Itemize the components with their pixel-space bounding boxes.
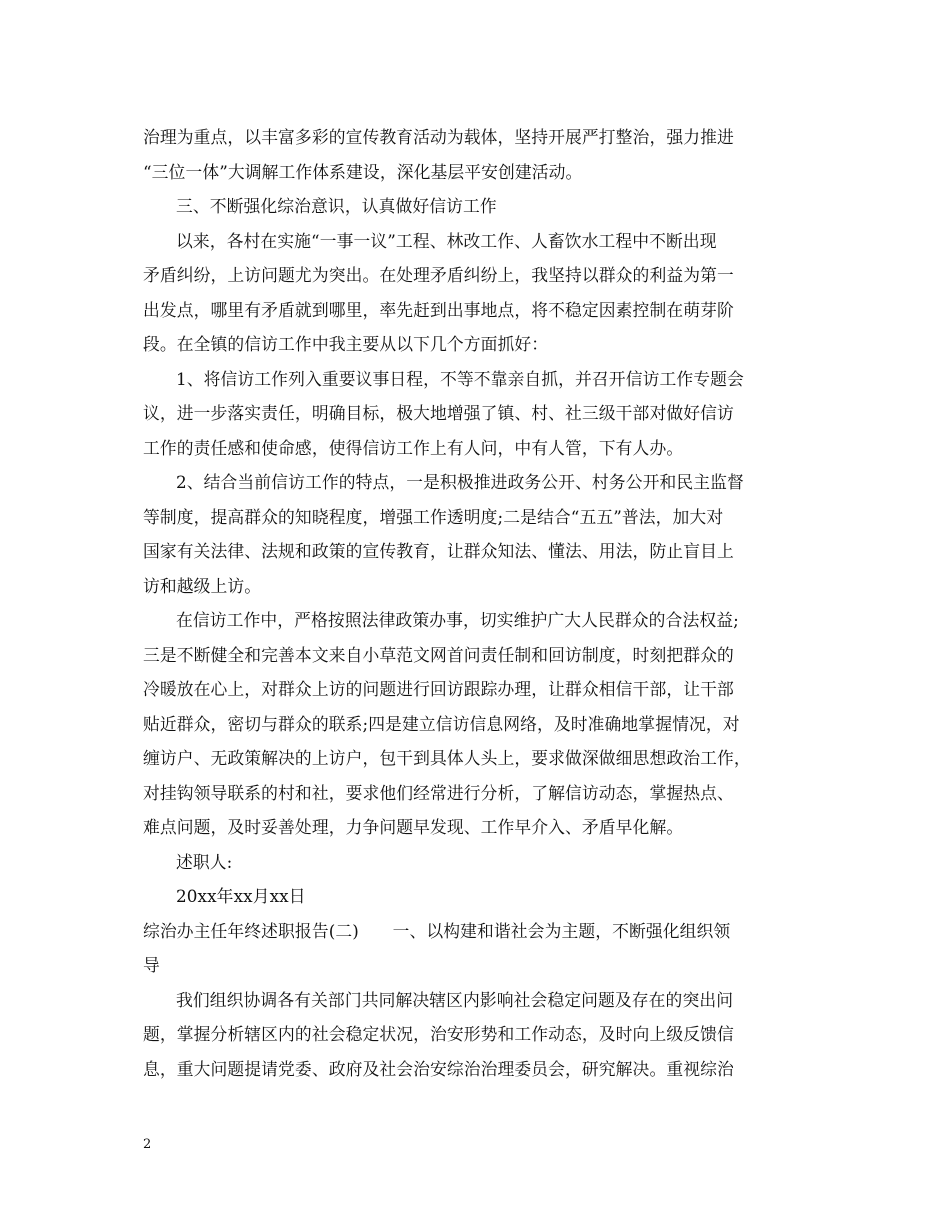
text-line: “三位一体”大调解工作体系建设，深化基层平安创建活动。 <box>143 161 583 182</box>
text-line: 以来，各村在实施“一事一议”工程、林改工作、人畜饮水工程中不断出现 <box>176 230 717 251</box>
text-line: 20xx年xx月xx日 <box>176 886 306 906</box>
text-line: 段。在全镇的信访工作中我主要从以下几个方面抓好： <box>143 334 549 354</box>
text-line: 述职人: <box>176 851 233 872</box>
page-number: 2 <box>143 1137 152 1152</box>
text-line: 题，掌握分析辖区内的社会稳定状况，治安形势和工作动态，及时向上级反馈信 <box>143 1024 734 1044</box>
text-line: 访和越级上访。 <box>143 575 262 596</box>
text-line: 缠访户、无政策解决的上访户，包干到具体人头上，要求做深做细思想政治工作， <box>143 748 751 768</box>
text-line: 工作的责任感和使命感，使得信访工作上有人问，中有人管，下有人办。 <box>143 437 684 458</box>
text-line: 三、不断强化综治意识，认真做好信访工作 <box>176 196 497 216</box>
document-body <box>143 120 823 1086</box>
text-line: 贴近群众，密切与群众的联系;四是建立信访信息网络，及时准确地掌握情况，对 <box>143 713 740 734</box>
text-line: 国家有关法律、法规和政策的宣传教育，让群众知法、懂法、用法，防止盲目上 <box>143 541 734 561</box>
text-line: 综治办主任年终述职报告(二) 一、以构建和谐社会为主题，不断强化组织领 <box>143 920 731 941</box>
text-line: 我们组织协调各有关部门共同解决辖区内影响社会稳定问题及存在的突出问 <box>176 989 734 1010</box>
text-line: 三是不断健全和完善本文来自小草范文网首问责任制和回访制度，时刻把群众的 <box>143 644 734 665</box>
text-line: 难点问题，及时妥善处理，力争问题早发现、工作早介入、矛盾早化解。 <box>143 817 684 837</box>
text-line: 治理为重点，以丰富多彩的宣传教育活动为载体，坚持开展严打整治，强力推进 <box>143 127 734 147</box>
text-line: 出发点，哪里有矛盾就到哪里，率先赶到出事地点，将不稳定因素控制在萌芽阶 <box>143 299 734 320</box>
text-line: 2、结合当前信访工作的特点，一是积极推进政务公开、村务公开和民主监督 <box>176 472 744 492</box>
text-line: 在信访工作中，严格按照法律政策办事，切实维护广大人民群众的合法权益; <box>176 610 739 630</box>
text-line: 冷暖放在心上，对群众上访的问题进行回访跟踪办理，让群众相信干部，让干部 <box>143 679 734 699</box>
text-line: 对挂钩领导联系的村和社，要求他们经常进行分析，了解信访动态，掌握热点、 <box>143 782 734 803</box>
text-line: 导 <box>143 955 160 975</box>
text-line: 议，进一步落实责任，明确目标，极大地增强了镇、村、社三级干部对做好信访 <box>143 403 734 423</box>
text-line: 1、将信访工作列入重要议事日程，不等不靠亲自抓，并召开信访工作专题会 <box>176 368 744 389</box>
text-line: 矛盾纠纷，上访问题尤为突出。在处理矛盾纠纷上，我坚持以群众的利益为第一 <box>143 265 734 285</box>
text-line: 息，重大问题提请党委、政府及社会治安综治治理委员会，研究解决。重视综治 <box>143 1058 734 1079</box>
text-line: 等制度，提高群众的知晓程度，增强工作透明度;二是结合“五五”普法，加大对 <box>143 506 724 527</box>
